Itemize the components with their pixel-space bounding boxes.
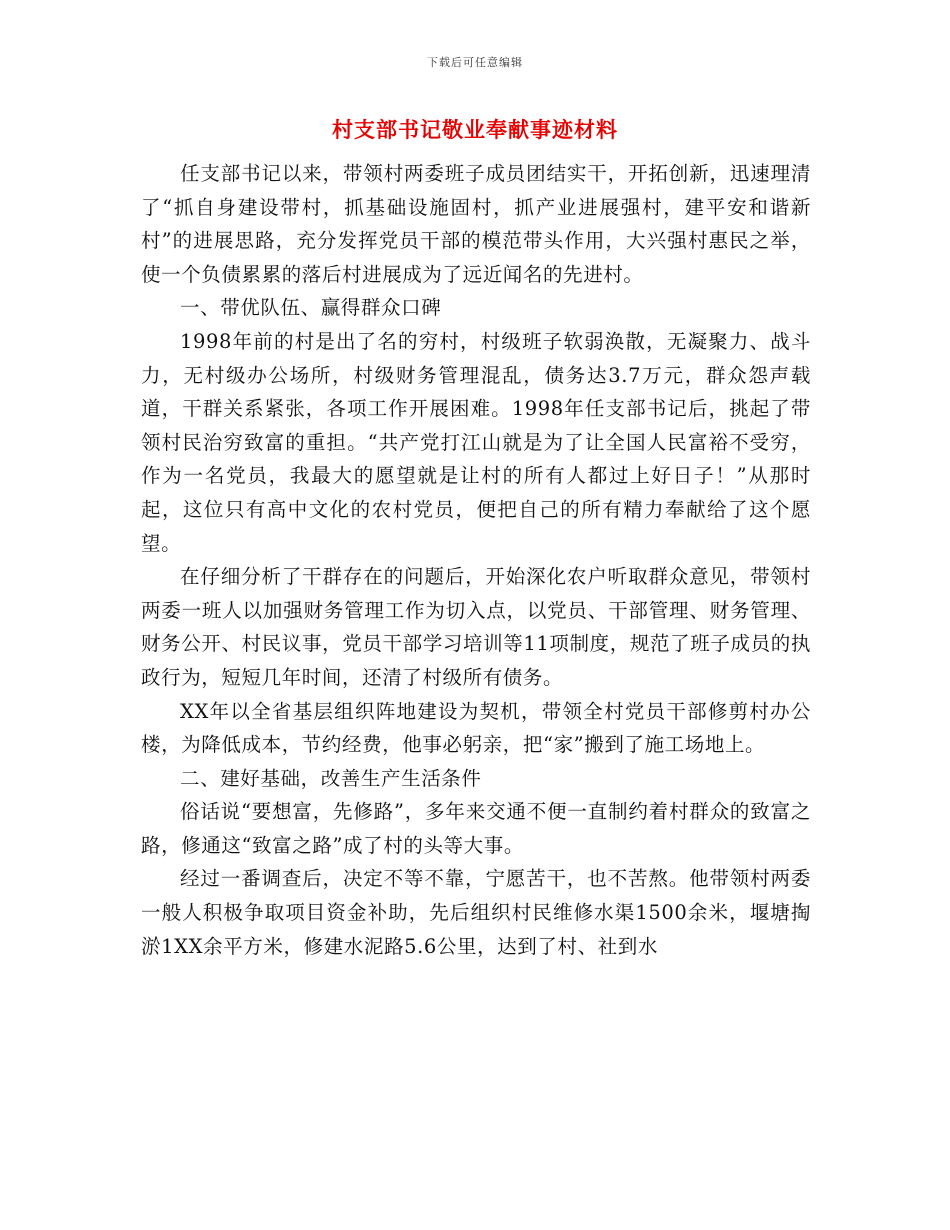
paragraph-intro: 任支部书记以来，带领村两委班子成员团结实干，开拓创新，迅速理清了“抓自身建设带村，抓基础设施固村，抓产业进展强村，建平安和谐新村”的进展思路，充分发挥党员干部的模范带头作用，大兴强村惠民之举，使一个负债累累的落后村进展成为了远近闻名的先进村。	[141, 162, 811, 286]
document-title: 村支部书记敬业奉献事迹材料	[332, 117, 618, 142]
section-heading-2: 二、建好基础，改善生产生活条件	[180, 766, 482, 790]
paragraph-road-saying: 俗话说“要想富，先修路”，多年来交通不便一直制约着村群众的致富之路，修通这“致富之路”成了村的头等大事。	[141, 800, 811, 857]
paragraph-investigation: 经过一番调查后，决定不等不靠，宁愿苦干，也不苦熬。他带领村两委一般人积极争取项目资金补助，先后组织村民维修水渠1500余米，堰塘掏淤1XX余平方米，修建水泥路5.6公里，达到了村、社到水	[141, 867, 811, 958]
section-heading-1: 一、带优队伍、赢得群众口碑	[180, 296, 442, 320]
paragraph-office-building: XX年以全省基层组织阵地建设为契机，带领全村党员干部修剪村办公楼，为降低成本，节约经费，他事必躬亲，把“家”搬到了施工场地上。	[141, 699, 811, 757]
paragraph-1998: 1998年前的村是出了名的穷村，村级班子软弱涣散，无凝聚力、战斗力，无村级办公场所，村级财务管理混乱，债务达3.7万元，群众怨声载道，干群关系紧张，各项工作开展困难。1998年任支部书记后，挑起了带领村民治穷致富的重担。“共产党打江山就是为了让全国人民富裕不受穷，作为一名党员，我最大的愿望就是让村的所有人都过上好日子！”从那时起，这位只有高中文化的农村党员，便把自己的所有精力奉献给了这个愿望。	[141, 329, 811, 555]
paragraph-finance-management: 在仔细分析了干群存在的问题后，开始深化农户听取群众意见，带领村两委一班人以加强财务管理工作为切入点，以党员、干部管理、财务管理、财务公开、村民议事，党员干部学习培训等11项制度，规范了班子成员的执政行为，短短几年时间，还清了村级所有债务。	[141, 565, 811, 689]
document-body	[141, 157, 811, 963]
header-note: 下载后可任意编辑	[427, 56, 523, 69]
